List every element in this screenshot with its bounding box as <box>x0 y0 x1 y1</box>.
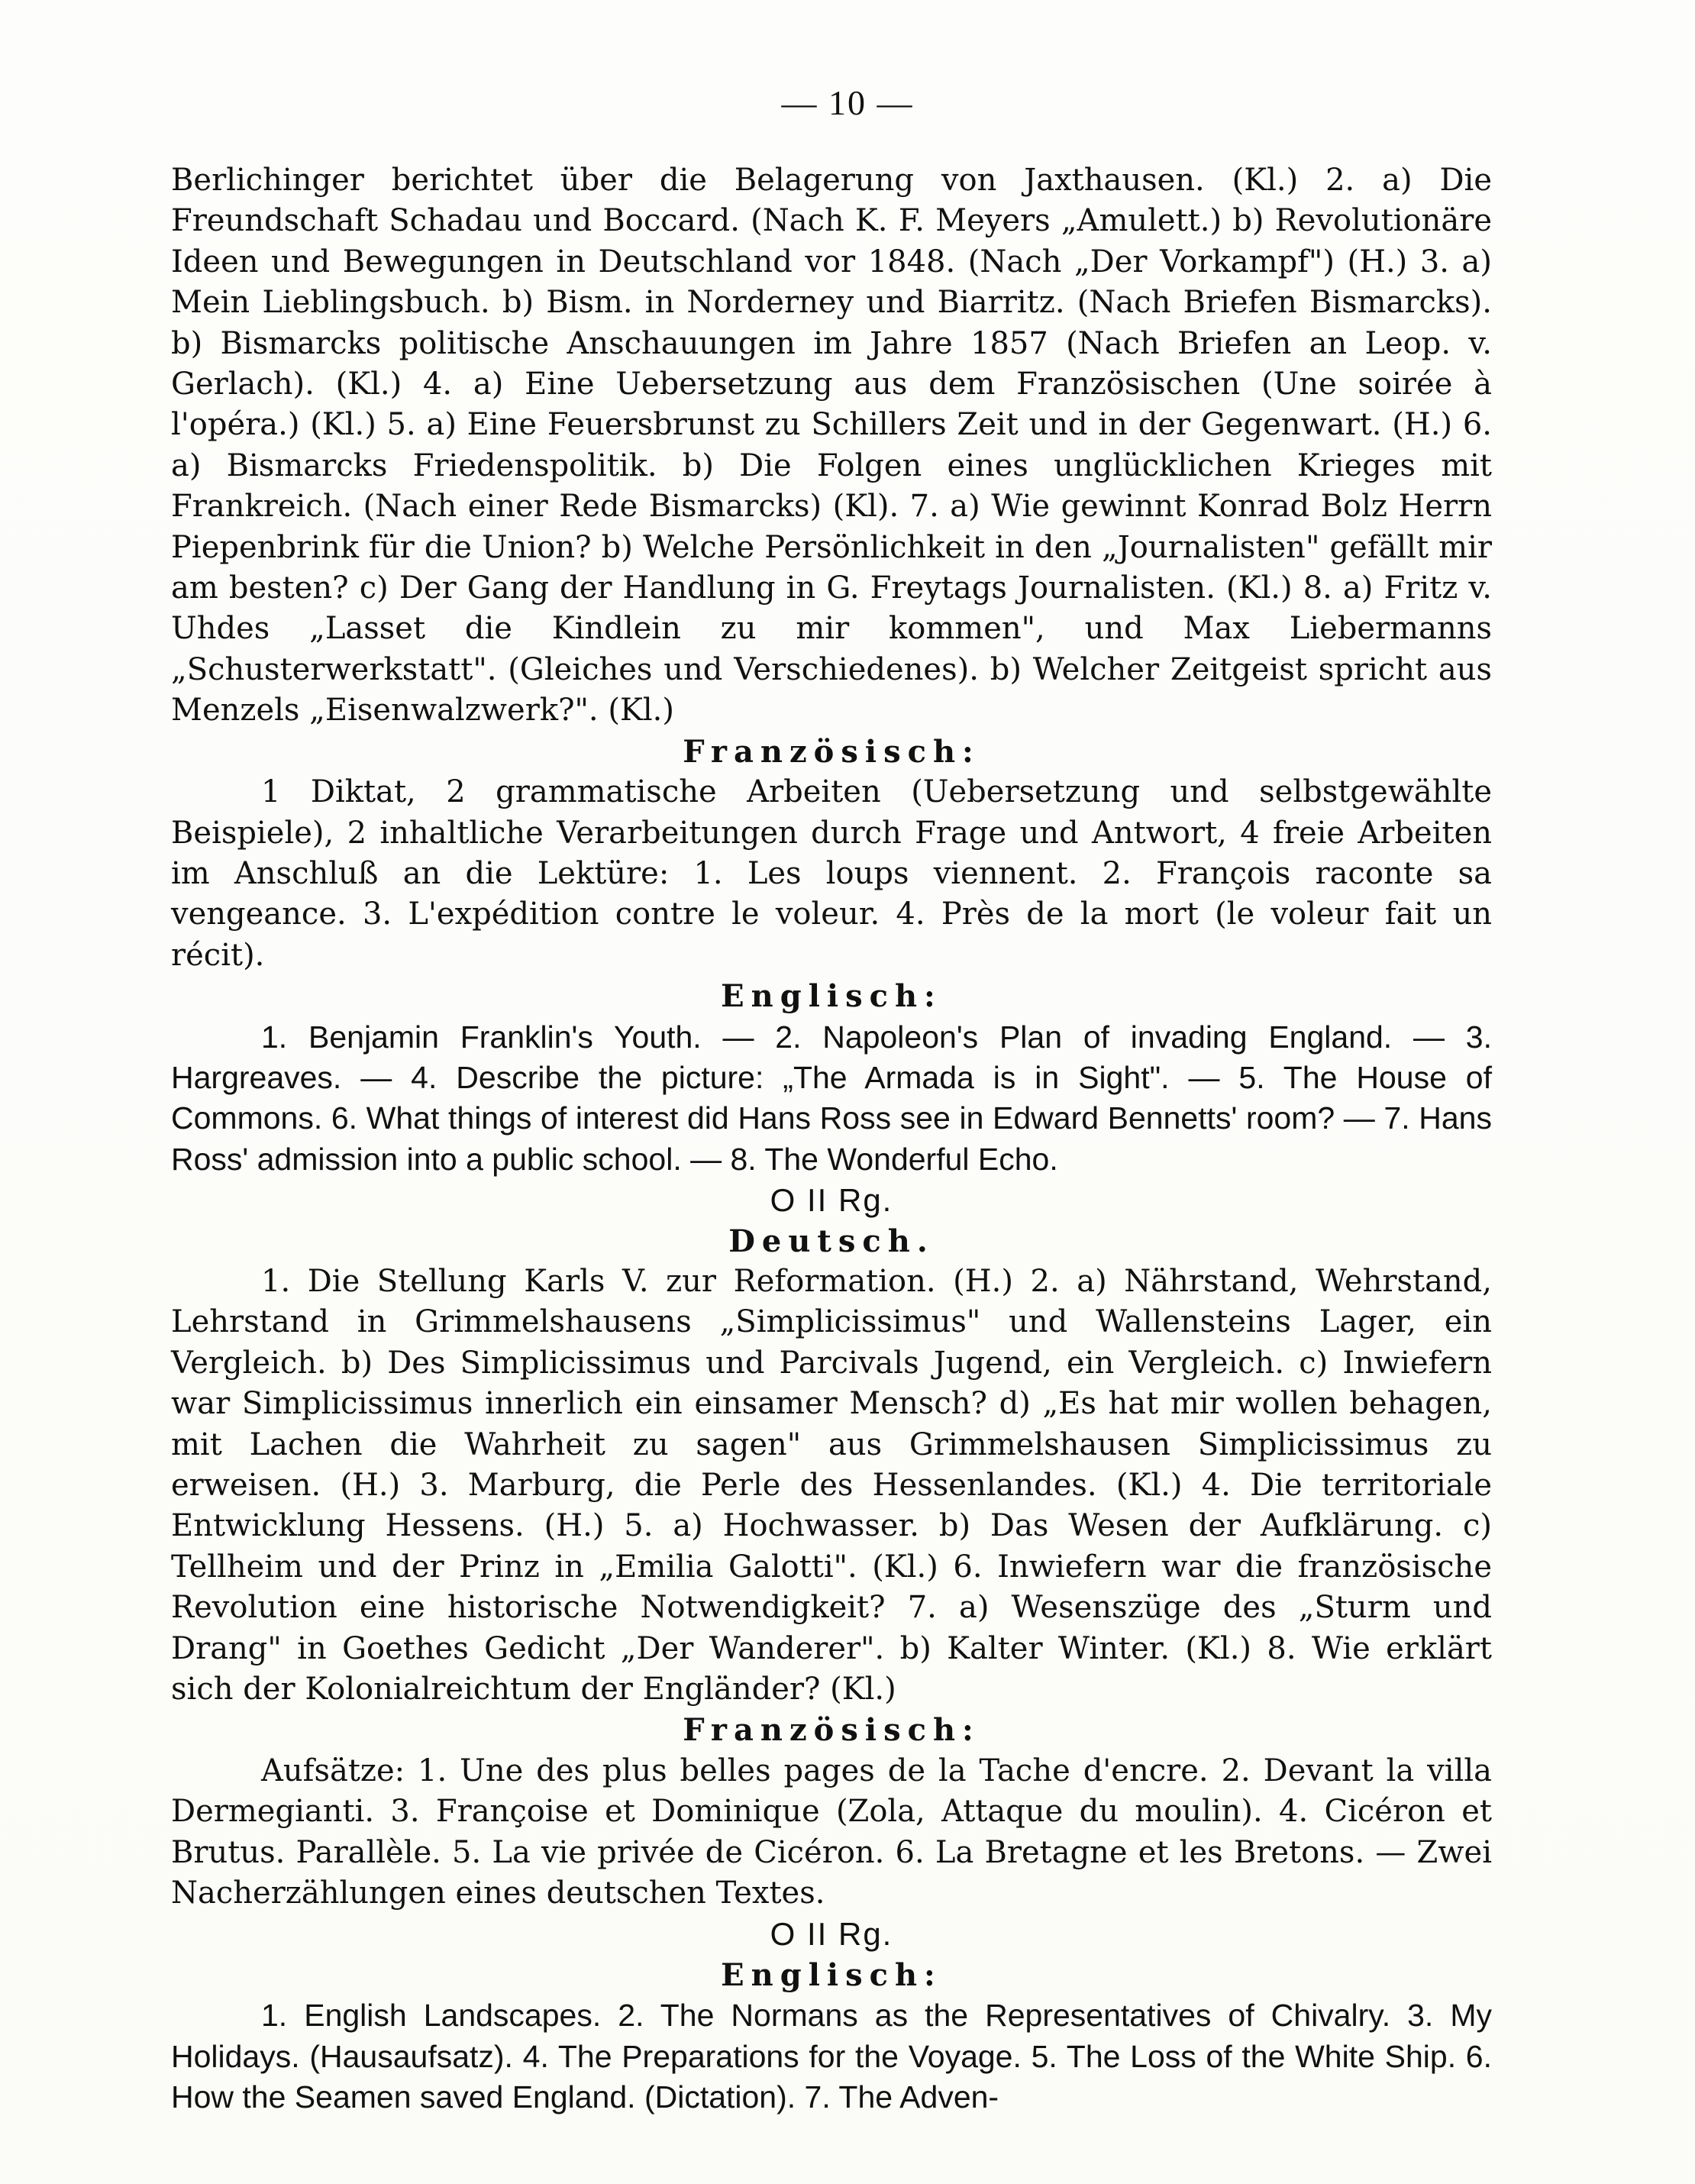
heading-franzoesisch: Französisch: <box>683 733 980 770</box>
deutsch-continuation-paragraph: Berlichinger berichtet über die Belagerung von Jaxthausen. (Kl.) 2. a) Die Freundschaft Schadau und Boccard. (Nach K. F. Meyers „Amulett.) b) Revolutionäre Ideen und Bewegungen in Deutschland vor 1848. (Nach „Der Vorkampf") (H.) 3. a) Mein Lieblingsbuch. b) Bism. in Norderney und Biarritz. (Nach Briefen Bismarcks). b) Bismarcks politische Anschauungen im Jahre 1857 (Nach Briefen an Leop. v. Gerlach). (Kl.) 4. a) Eine Uebersetzung aus dem Französischen (Une soirée à l'opéra.) (Kl.) 5. a) Eine Feuersbrunst zu Schillers Zeit und in der Gegenwart. (H.) 6. a) Bismarcks Friedenspolitik. b) Die Folgen eines unglücklichen Krieges mit Frankreich. (Nach einer Rede Bismarcks) (Kl). 7. a) Wie gewinnt Konrad Bolz Herrn Piepenbrink für die Union? b) Welche Persönlichkeit in den „Journalisten" gefällt mir am besten? c) Der Gang der Handlung in G. Freytags Journalisten. (Kl.) 8. a) Fritz v. Uhdes „Lasset die Kindlein zu mir kommen", und Max Liebermanns „Schusterwerkstatt". (Gleiches und Verschiedenes). b) Welcher Zeitgeist spricht aus Menzels „Eisenwalzwerk?". (Kl.) <box>171 163 1492 729</box>
heading-englisch: Englisch: <box>721 978 942 1015</box>
heading-englisch-2: Englisch: <box>721 1956 942 1993</box>
franzoesisch-paragraph: 1 Diktat, 2 grammatische Arbeiten (Uebersetzung und selbstgewählte Beispiele), 2 inhaltliche Verarbeitungen durch Frage und Antwort, 4 freie Arbeiten im Anschluß an die Lektüre: 1. Les loups viennent. 2. François raconte sa vengeance. 3. L'expédition contre le voleur. 4. Près de la mort (le voleur fait un récit). <box>171 774 1492 973</box>
class-heading: O II Rg. <box>770 1182 893 1219</box>
heading-franzoesisch-2: Französisch: <box>683 1712 980 1749</box>
englisch-paragraph-2: 1. English Landscapes. 2. The Normans as the Representatives of Chivalry. 3. My Holidays. (Hausaufsatz). 4. The Preparations for the Voyage. 5. The Loss of the White Ship. 6. How the Seamen saved England. (Dictation). 7. The Adven- <box>171 1998 1492 2115</box>
deutsch-paragraph: 1. Die Stellung Karls V. zur Reformation. (H.) 2. a) Nährstand, Wehrstand, Lehrstand in Grimmelshausens „Simplicissimus" und Wallensteins Lager, ein Vergleich. b) Des Simplicissimus und Parcivals Jugend, ein Vergleich. c) Inwiefern war Simplicissimus innerlich ein einsamer Mensch? d) „Es hat mir wollen behagen, mit Lachen die Wahrheit zu sagen" aus Grimmelshausen Simplicissimus zu erweisen. (H.) 3. Marburg, die Perle des Hessenlandes. (Kl.) 4. Die territoriale Entwicklung Hessens. (H.) 5. a) Hochwasser. b) Das Wesen der Aufklärung. c) Tellheim und der Prinz in „Emilia Galotti". (Kl.) 6. Inwiefern war die französische Revolution eine historische Notwendigkeit? 7. a) Wesenszüge des „Sturm und Drang" in Goethes Gedicht „Der Wanderer". b) Kalter Winter. (Kl.) 8. Wie erklärt sich der Kolonialreichtum der Engländer? (Kl.) <box>171 1263 1492 1707</box>
class-heading-2: O II Rg. <box>770 1916 893 1953</box>
page-number: — 10 — <box>781 83 914 122</box>
englisch-paragraph: 1. Benjamin Franklin's Youth. — 2. Napoleon's Plan of invading England. — 3. Hargreaves. — 4. Describe the picture: „The Armada is in Sight". — 5. The House of Commons. 6. What things of interest did Hans Ross see in Edward Bennetts' room? — 7. Hans Ross' admission into a public school. — 8. The Wonderful Echo. <box>171 1019 1492 1177</box>
page-body <box>171 160 1492 2118</box>
heading-deutsch: Deutsch. <box>728 1223 935 1259</box>
franzoesisch-aufsaetze-paragraph: Aufsätze: 1. Une des plus belles pages de la Tache d'encre. 2. Devant la villa Dermegianti. 3. Françoise et Dominique (Zola, Attaque du moulin). 4. Cicéron et Brutus. Parallèle. 5. La vie privée de Cicéron. 6. La Bretagne et les Bretons. — Zwei Nacherzählungen eines deutschen Textes. <box>171 1753 1492 1911</box>
